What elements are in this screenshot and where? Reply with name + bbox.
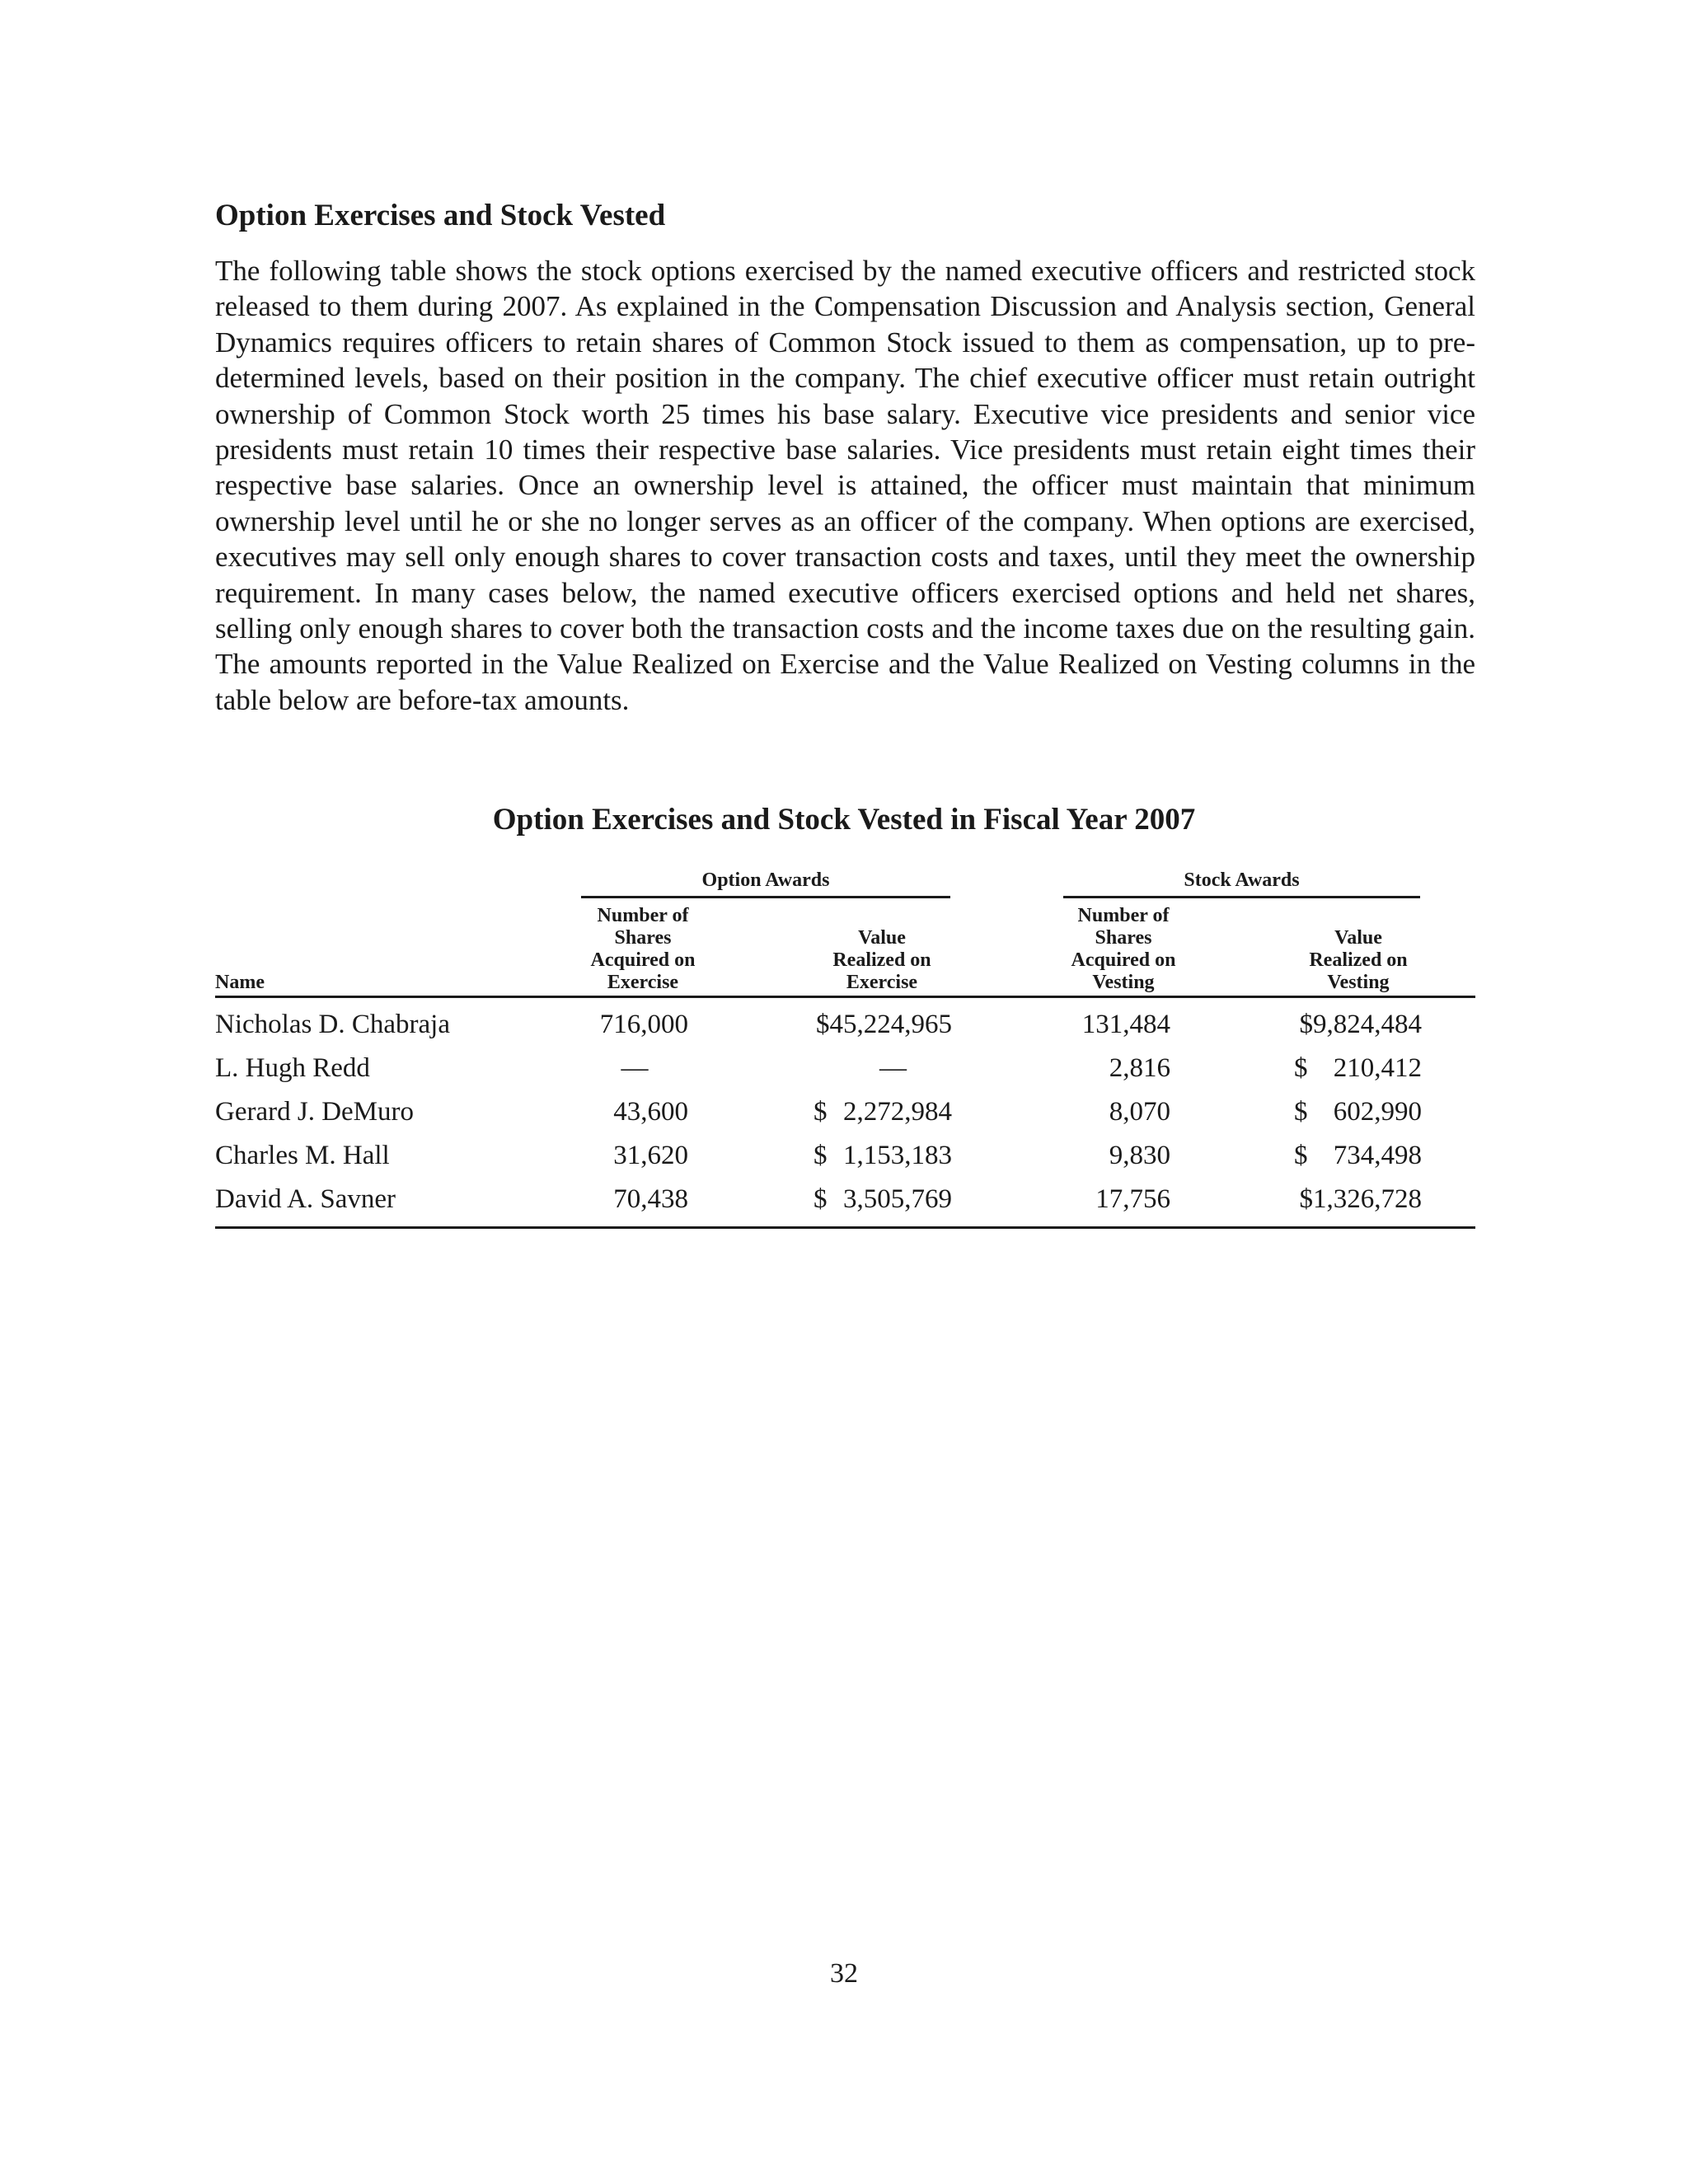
cell-option-shares: 31,620 [613,1141,688,1170]
option-awards-group-header: Option Awards [581,868,950,898]
header-stock-value [1276,905,1441,994]
header-stock-value-text: Value Realized on Vesting [1309,927,1408,993]
cell-option-shares: — [621,1053,649,1083]
cell-stock-dollar: $ [1294,1097,1308,1127]
header-stock-shares-text: Number of Shares Acquired on Vesting [1071,905,1176,993]
header-name [215,905,380,994]
cell-stock-shares: 2,816 [1109,1053,1170,1083]
cell-stock-value: $1,326,728 [1299,1184,1422,1214]
cell-stock-value: 602,990 [1333,1097,1422,1127]
cell-stock-shares: 9,830 [1109,1141,1170,1170]
header-option-value-text: Value Realized on Exercise [832,927,931,993]
cell-name: Nicholas D. Chabraja [215,1010,450,1039]
cell-option-shares: 716,000 [599,1010,688,1039]
cell-name: L. Hugh Redd [215,1053,370,1083]
cell-option-dollar: $ [814,1141,828,1170]
header-stock-shares [1041,905,1206,994]
footer-rule [215,1226,1475,1229]
cell-stock-shares: 131,484 [1081,1010,1170,1039]
cell-option-value: 2,272,984 [843,1097,952,1127]
cell-option-value: $45,224,965 [816,1010,952,1039]
cell-stock-value: 210,412 [1333,1053,1422,1083]
header-option-shares [560,905,725,994]
cell-stock-value: $9,824,484 [1299,1010,1422,1039]
body-paragraph: The following table shows the stock options exercised by the named executive officers and restricted stock released to them during 2007. As explained in the Compensation Discussion and Analysis section, General Dynamics requires officers to retain shares of Common Stock issued to them as compensation, up to pre-determined levels, based on their position in the company. The chief executive officer must retain outright ownership of Common Stock worth 25 times his base salary. Executive vice presidents and senior vice presidents must retain 10 times their respective base salaries. Vice presidents must retain eight times their respective base salaries. Once an ownership level is attained, the officer must maintain that minimum ownership level until he or she no longer serves as an officer of the company. When options are exercised, executives may sell only enough shares to cover transaction costs and taxes, until they meet the ownership requirement. In many cases below, the named executive officers exercised options and held net shares, selling only enough shares to cover both the transaction costs and the income taxes due on the resulting gain. The amounts reported in the Value Realized on Exercise and the Value Realized on Vesting columns in the table below are before-tax amounts. [215,255,1475,716]
cell-name: David A. Savner [215,1184,396,1214]
table-row [0,1134,1688,1178]
cell-option-dollar: $ [814,1184,828,1214]
cell-stock-dollar: $ [1294,1141,1308,1170]
cell-option-value: 3,505,769 [843,1184,952,1214]
section-heading: Option Exercises and Stock Vested [215,199,666,232]
table-row [0,1090,1688,1134]
cell-stock-dollar: $ [1294,1053,1308,1083]
cell-stock-shares: 17,756 [1095,1184,1170,1214]
header-name-text: Name [215,972,265,993]
table-row [0,1047,1688,1090]
cell-stock-value: 734,498 [1333,1141,1422,1170]
cell-stock-shares: 8,070 [1109,1097,1170,1127]
header-rule [215,996,1475,998]
header-option-value [799,905,964,994]
cell-option-shares: 43,600 [613,1097,688,1127]
table-row [0,1178,1688,1221]
cell-option-shares: 70,438 [613,1184,688,1214]
cell-option-dollar: $ [814,1097,828,1127]
cell-option-value: 1,153,183 [843,1141,952,1170]
cell-name: Charles M. Hall [215,1141,390,1170]
stock-awards-group-header: Stock Awards [1063,868,1420,898]
cell-option-value: — [879,1053,907,1083]
table-title: Option Exercises and Stock Vested in Fiscal Year 2007 [492,803,1196,837]
page-number: 32 [830,1958,858,1989]
header-option-shares-text: Number of Shares Acquired on Exercise [590,905,696,993]
table-row [0,1003,1688,1047]
cell-name: Gerard J. DeMuro [215,1097,415,1127]
